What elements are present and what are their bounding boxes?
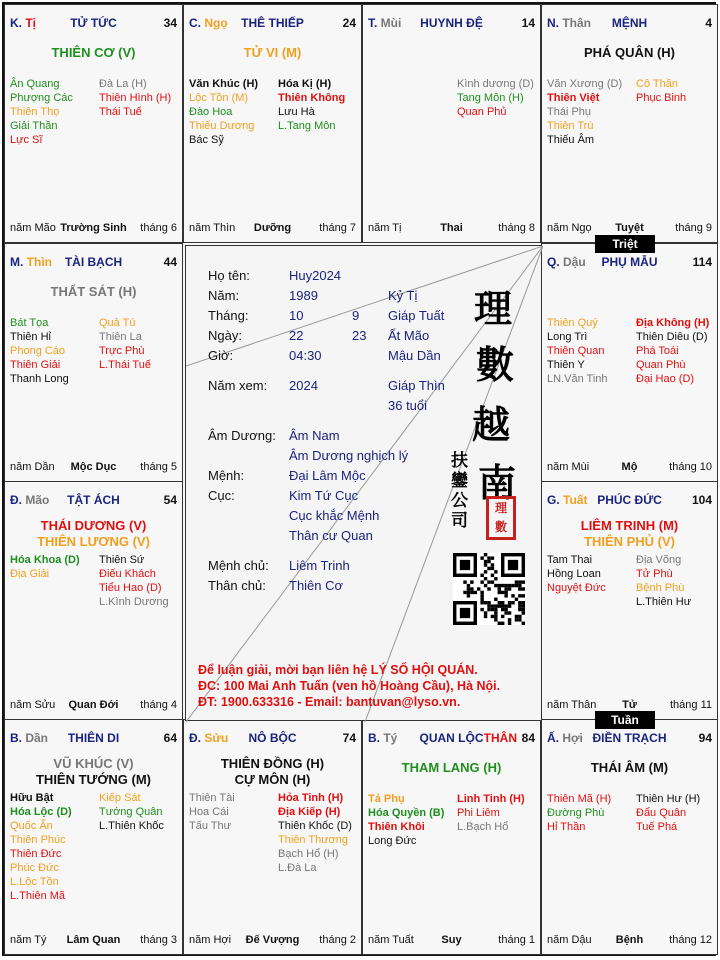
contact-phone-email: ĐT: 1900.633316 - Email: bantuvan@lyso.vn. bbox=[198, 695, 461, 709]
palace-footer bbox=[368, 934, 535, 948]
minor-star: Đà La (H) bbox=[99, 78, 147, 90]
minor-star: Địa Võng bbox=[636, 554, 682, 566]
cycle-year: năm Dậu bbox=[547, 934, 592, 946]
palace-cell-ty2 bbox=[362, 719, 541, 955]
minor-stars-left bbox=[547, 553, 606, 595]
minor-stars-left bbox=[547, 77, 622, 147]
minor-stars-right bbox=[636, 77, 686, 105]
label-year: Năm: bbox=[208, 288, 240, 303]
minor-star: Bệnh Phù bbox=[636, 582, 685, 594]
label-amduong: Âm Dương: bbox=[208, 428, 276, 443]
palace-cell-ngo bbox=[183, 4, 362, 243]
value-menh: Đại Lâm Mộc bbox=[289, 468, 366, 483]
minor-star: L.Bạch Hổ bbox=[457, 821, 509, 833]
palace-branch: C. Ngọ bbox=[189, 16, 228, 30]
palace-name: MỆNH bbox=[611, 16, 648, 30]
palace-name: NÔ BỘC bbox=[248, 731, 297, 745]
minor-star: L.Thiên Mã bbox=[10, 890, 66, 902]
palace-number: 84 bbox=[521, 731, 535, 745]
contact-line-1: Để luận giải, mời bạn liên hệ LÝ SỐ HỘI QUÁN. bbox=[198, 663, 478, 677]
palace-number: 114 bbox=[692, 255, 712, 269]
palace-footer bbox=[10, 222, 177, 236]
minor-star: Quốc Ấn bbox=[10, 820, 53, 832]
palace-branch: G. Tuất bbox=[547, 493, 588, 507]
minor-stars-right bbox=[636, 553, 691, 609]
minor-star: Lộc Tồn (M) bbox=[189, 92, 249, 104]
center-info-panel bbox=[185, 245, 542, 721]
palace-header bbox=[368, 731, 535, 747]
cycle-year: năm Thìn bbox=[189, 222, 236, 234]
value-month-lunar: 9 bbox=[352, 308, 360, 323]
value-view-year: 2024 bbox=[289, 378, 318, 393]
minor-star: Thiên Thọ bbox=[10, 106, 60, 118]
minor-stars-right bbox=[636, 316, 709, 386]
minor-star: Kình dương (D) bbox=[457, 78, 534, 90]
month: tháng 9 bbox=[675, 222, 712, 234]
label-menh-chu: Mệnh chủ: bbox=[208, 558, 269, 573]
palace-name: HUYNH ĐỆ bbox=[420, 16, 483, 30]
palace-branch: Đ. Sửu bbox=[189, 731, 229, 745]
minor-star: Tướng Quân bbox=[99, 806, 163, 818]
value-view-year-canchi: Giáp Thìn bbox=[388, 378, 445, 393]
minor-star: Hỏa Tinh (H) bbox=[278, 792, 344, 804]
label-cuc: Cục: bbox=[208, 488, 235, 503]
minor-stars-left bbox=[368, 792, 444, 848]
minor-star: Đẩu Quân bbox=[636, 807, 687, 819]
minor-star: Địa Giải bbox=[10, 568, 50, 580]
minor-star: Đại Hao (D) bbox=[636, 373, 695, 385]
palace-branch: N. Thân bbox=[547, 16, 592, 30]
palace-cell-dau bbox=[541, 243, 718, 482]
cycle-year: năm Tuất bbox=[368, 934, 414, 946]
palace-name: PHÚC ĐỨC bbox=[597, 493, 662, 507]
value-than-chu: Thiên Cơ bbox=[289, 578, 344, 593]
minor-star: Thiên Quan bbox=[547, 345, 605, 357]
minor-star: Lưu Hà bbox=[278, 106, 315, 118]
cycle-year: năm Tị bbox=[368, 222, 402, 234]
minor-star: L.Thiên Khốc bbox=[99, 820, 164, 832]
minor-star: Phượng Các bbox=[10, 92, 73, 104]
palace-cell-mao bbox=[4, 481, 183, 720]
palace-footer bbox=[368, 222, 535, 236]
palace-header bbox=[547, 255, 712, 271]
palace-footer bbox=[547, 222, 712, 236]
month: tháng 5 bbox=[140, 461, 177, 473]
cycle-year: năm Ngọ bbox=[547, 222, 592, 234]
minor-stars-right bbox=[636, 792, 700, 834]
minor-star: Tuế Phá bbox=[636, 821, 678, 833]
main-star: THIÊN LƯƠNG (V) bbox=[37, 534, 150, 549]
minor-star: L.Lộc Tồn bbox=[10, 876, 59, 888]
palace-number: 44 bbox=[163, 255, 177, 269]
cycle-year: năm Mùi bbox=[547, 461, 590, 473]
minor-star: Tả Phụ bbox=[368, 793, 405, 805]
label-than-chu: Thân chủ: bbox=[208, 578, 266, 593]
palace-cell-dan bbox=[4, 719, 183, 955]
label-hour: Giờ: bbox=[208, 348, 234, 363]
minor-star: Hóa Kị (H) bbox=[278, 78, 332, 90]
palace-branch: Q. Dậu bbox=[547, 255, 586, 269]
palace-number: 34 bbox=[163, 16, 177, 30]
minor-stars-right bbox=[278, 77, 345, 133]
palace-footer bbox=[189, 222, 356, 236]
main-star: THÁI DƯƠNG (V) bbox=[40, 518, 147, 533]
value-year-canchi: Kỷ Tị bbox=[388, 288, 418, 303]
palace-header bbox=[10, 255, 177, 271]
minor-star: Quan Phủ bbox=[457, 106, 507, 118]
minor-star: Phi Liêm bbox=[457, 807, 500, 819]
minor-star: Hồng Loan bbox=[547, 568, 601, 580]
minor-star: Thiên Hình (H) bbox=[99, 92, 172, 104]
palace-number: 74 bbox=[342, 731, 356, 745]
main-star: LIÊM TRINH (M) bbox=[580, 518, 679, 533]
minor-star: Thiên Quý bbox=[547, 317, 598, 329]
cycle-year: năm Tý bbox=[10, 934, 47, 946]
minor-stars-left bbox=[189, 77, 258, 147]
minor-star: Văn Xương (D) bbox=[547, 78, 623, 90]
minor-star: Tang Môn (H) bbox=[457, 92, 524, 104]
month: tháng 8 bbox=[498, 222, 535, 234]
minor-star: Văn Khúc (H) bbox=[189, 78, 259, 90]
minor-star: LN.Văn Tinh bbox=[547, 373, 608, 385]
label-view-year: Năm xem: bbox=[208, 378, 268, 393]
minor-star: L.Đà La bbox=[278, 862, 317, 874]
minor-star: Thiên Diêu (D) bbox=[636, 331, 708, 343]
minor-stars-left bbox=[10, 791, 72, 903]
minor-stars-right bbox=[457, 792, 525, 834]
minor-star: Hóa Lộc (D) bbox=[10, 806, 72, 818]
life-stage: Trường Sinh bbox=[60, 222, 127, 234]
calligraphy-char-4: 南 bbox=[478, 460, 517, 505]
main-star: VŨ KHÚC (V) bbox=[53, 756, 134, 771]
minor-star: Địa Kiếp (H) bbox=[278, 806, 341, 818]
calligraphy-char-3: 越 bbox=[472, 402, 511, 447]
life-stage: Thai bbox=[440, 222, 463, 234]
main-star: THIÊN ĐỒNG (H) bbox=[220, 756, 325, 771]
cycle-year: năm Dần bbox=[10, 461, 55, 473]
minor-stars-left bbox=[189, 791, 235, 833]
palace-name: PHỤ MẪU bbox=[601, 255, 658, 269]
palace-cell-than bbox=[541, 4, 718, 243]
month: tháng 7 bbox=[319, 222, 356, 234]
palace-header bbox=[10, 731, 177, 747]
cycle-year: năm Mão bbox=[10, 222, 56, 234]
value-hour-canchi: Mậu Dần bbox=[388, 348, 441, 363]
palace-header bbox=[547, 493, 712, 509]
main-star: THÁI ÂM (M) bbox=[590, 760, 669, 775]
palace-footer bbox=[10, 699, 177, 713]
horoscope-chart bbox=[2, 2, 716, 956]
palace-name: TỬ TỨC bbox=[70, 16, 117, 30]
minor-star: Giải Thần bbox=[10, 120, 58, 132]
cycle-year: năm Hợi bbox=[189, 934, 232, 946]
minor-stars-left bbox=[547, 792, 611, 834]
minor-star: Thái Phụ bbox=[547, 106, 592, 118]
palace-branch: T. Mùi bbox=[368, 16, 402, 30]
minor-star: Tấu Thư bbox=[189, 820, 232, 832]
palace-cell-hoi bbox=[541, 719, 718, 955]
minor-star: Thiên Hư (H) bbox=[636, 793, 701, 805]
palace-name: THIÊN DI bbox=[67, 731, 120, 745]
value-age: 36 tuổi bbox=[388, 398, 428, 413]
palace-number: 104 bbox=[691, 493, 712, 507]
palace-name: TẬT ÁCH bbox=[67, 493, 120, 507]
minor-star: Nguyệt Đức bbox=[547, 582, 606, 594]
minor-star: Thiên Không bbox=[278, 92, 346, 104]
minor-star: Ân Quang bbox=[10, 78, 60, 90]
palace-footer bbox=[547, 934, 712, 948]
palace-header bbox=[10, 493, 177, 509]
minor-star: Phá Toái bbox=[636, 345, 679, 357]
palace-branch: Đ. Mão bbox=[10, 493, 50, 507]
value-cuc-note: Cục khắc Mệnh bbox=[289, 508, 380, 523]
palace-header bbox=[547, 731, 712, 747]
palace-branch: Ấ. Hợi bbox=[547, 731, 583, 745]
month: tháng 6 bbox=[140, 222, 177, 234]
palace-branch: B. Tý bbox=[368, 731, 398, 745]
palace-number: 14 bbox=[521, 16, 535, 30]
palace-number: 4 bbox=[705, 16, 712, 30]
palace-branch: B. Dần bbox=[10, 731, 49, 745]
minor-stars-right bbox=[457, 77, 534, 119]
life-stage: Tuyệt bbox=[615, 222, 644, 234]
palace-header bbox=[547, 16, 712, 32]
life-stage: Bệnh bbox=[615, 934, 644, 946]
palace-number: 64 bbox=[163, 731, 177, 745]
than-marker: THÂN bbox=[483, 731, 517, 745]
label-day: Ngày: bbox=[208, 328, 242, 343]
main-star: THIÊN PHỦ (V) bbox=[584, 534, 675, 549]
minor-star: Hoa Cái bbox=[189, 806, 229, 818]
minor-star: Thiên Phúc bbox=[10, 834, 66, 846]
value-than-cu: Thân cư Quan bbox=[289, 528, 373, 543]
contact-address: ĐC: 100 Mai Anh Tuấn (ven hồ Hoàng Cầu), Hà Nội. bbox=[198, 679, 501, 693]
red-seal: 理 數 bbox=[486, 496, 516, 540]
minor-star: Thiên Đức bbox=[10, 848, 62, 860]
minor-star: L.Thiên Hư bbox=[636, 596, 692, 608]
label-menh: Mệnh: bbox=[208, 468, 245, 483]
minor-star: Trực Phù bbox=[99, 345, 145, 357]
minor-star: Đường Phù bbox=[547, 807, 605, 819]
label-name: Họ tên: bbox=[208, 268, 250, 283]
minor-star: Quan Phù bbox=[636, 359, 686, 371]
palace-number: 24 bbox=[342, 16, 356, 30]
palace-header bbox=[189, 16, 356, 32]
minor-star: Tử Phù bbox=[636, 568, 673, 580]
minor-stars-right bbox=[99, 316, 151, 372]
minor-star: L.Tang Môn bbox=[278, 120, 336, 132]
minor-stars-left bbox=[10, 77, 73, 147]
minor-stars-right bbox=[99, 791, 164, 833]
month: tháng 1 bbox=[498, 934, 535, 946]
value-amduong: Âm Nam bbox=[289, 428, 340, 443]
minor-star: Cô Thần bbox=[636, 78, 678, 90]
palace-footer bbox=[10, 461, 177, 475]
value-day: 22 bbox=[289, 328, 304, 343]
minor-star: Thiên Việt bbox=[547, 92, 600, 104]
main-star: THIÊN TƯỚNG (M) bbox=[35, 772, 152, 787]
palace-footer bbox=[10, 934, 177, 948]
palace-name: QUAN LỘC bbox=[419, 731, 484, 745]
minor-star: L.Kình Dương bbox=[99, 596, 169, 608]
main-star: TỬ VI (M) bbox=[243, 45, 302, 60]
palace-header bbox=[189, 731, 356, 747]
palace-branch: M. Thìn bbox=[10, 255, 52, 269]
main-star: PHÁ QUÂN (H) bbox=[584, 45, 675, 60]
minor-star: Phong Cáo bbox=[10, 345, 66, 357]
minor-star: Điếu Khách bbox=[99, 568, 156, 580]
minor-star: Linh Tinh (H) bbox=[457, 793, 525, 805]
minor-star: Địa Không (H) bbox=[636, 317, 710, 329]
calligraphy-char-1: 理 bbox=[474, 286, 513, 331]
month: tháng 4 bbox=[140, 699, 177, 711]
month: tháng 2 bbox=[319, 934, 356, 946]
minor-star: Hóa Quyền (B) bbox=[368, 807, 445, 819]
minor-star: Hỉ Thần bbox=[547, 821, 586, 833]
cycle-year: năm Sửu bbox=[10, 699, 56, 711]
minor-star: Thiên Khôi bbox=[368, 821, 425, 833]
minor-star: Bát Tọa bbox=[10, 317, 49, 329]
month: tháng 11 bbox=[669, 699, 712, 711]
value-name: Huy2024 bbox=[289, 268, 342, 283]
minor-stars-left bbox=[547, 316, 608, 386]
minor-stars-right bbox=[278, 791, 352, 875]
triet-tag: Triệt bbox=[595, 235, 655, 253]
minor-star: Thiên Hỉ bbox=[10, 331, 51, 343]
value-hour: 04:30 bbox=[289, 348, 322, 363]
minor-star: Lực Sĩ bbox=[10, 134, 43, 146]
minor-star: Thiếu Dương bbox=[189, 120, 255, 132]
life-stage: Lâm Quan bbox=[66, 934, 121, 946]
value-month: 10 bbox=[289, 308, 304, 323]
calligraphy-company: 扶 鑾 公 司 bbox=[451, 451, 468, 531]
value-day-lunar: 23 bbox=[352, 328, 367, 343]
minor-star: Thiên Sứ bbox=[99, 554, 145, 566]
minor-star: Tam Thai bbox=[547, 554, 593, 566]
life-stage: Quan Đới bbox=[68, 699, 119, 711]
minor-star: Thiên La bbox=[99, 331, 142, 343]
minor-star: Bạch Hổ (H) bbox=[278, 848, 339, 860]
palace-cell-thin bbox=[4, 243, 183, 482]
value-day-canchi: Ất Mão bbox=[388, 328, 430, 343]
minor-star: Thiên Khốc (D) bbox=[278, 820, 352, 832]
palace-cell-tuat bbox=[541, 481, 718, 720]
minor-star: Kiếp Sát bbox=[99, 792, 141, 804]
minor-star: Hóa Khoa (D) bbox=[10, 554, 80, 566]
minor-stars-right bbox=[99, 77, 171, 119]
palace-cell-ty bbox=[4, 4, 183, 243]
month: tháng 10 bbox=[669, 461, 712, 473]
main-star: CỰ MÔN (H) bbox=[234, 772, 311, 787]
qr-code bbox=[453, 553, 525, 625]
value-amduong-note: Âm Dương nghịch lý bbox=[289, 448, 409, 463]
minor-stars-left bbox=[10, 553, 80, 581]
life-stage: Dưỡng bbox=[253, 222, 292, 234]
palace-name: TÀI BẠCH bbox=[64, 255, 123, 269]
minor-star: Thiếu Âm bbox=[547, 134, 595, 146]
month: tháng 12 bbox=[669, 934, 712, 946]
minor-star: Thiên Trù bbox=[547, 120, 594, 132]
palace-number: 94 bbox=[698, 731, 712, 745]
minor-star: Thanh Long bbox=[10, 373, 69, 385]
palace-footer bbox=[189, 934, 356, 948]
life-stage: Suy bbox=[441, 934, 462, 946]
main-star: THAM LANG (H) bbox=[401, 760, 502, 775]
minor-star: Quả Tú bbox=[99, 317, 136, 329]
minor-star: Hữu Bật bbox=[10, 792, 54, 804]
value-menh-chu: Liêm Trinh bbox=[289, 558, 350, 573]
minor-stars-right bbox=[99, 553, 169, 609]
main-star: THẤT SÁT (H) bbox=[50, 284, 137, 299]
palace-header bbox=[368, 16, 535, 32]
minor-star: Thiên Mã (H) bbox=[547, 793, 612, 805]
life-stage: Mộ bbox=[621, 461, 638, 473]
minor-star: Tiểu Hao (D) bbox=[99, 582, 162, 594]
life-stage: Đế Vượng bbox=[245, 934, 300, 946]
minor-star: Phục Binh bbox=[636, 92, 687, 104]
minor-star: Thái Tuế bbox=[99, 106, 142, 118]
minor-star: Thiên Giải bbox=[10, 359, 61, 371]
minor-star: Long Trì bbox=[547, 331, 588, 343]
minor-star: Phúc Đức bbox=[10, 862, 59, 874]
minor-star: Thiên Y bbox=[547, 359, 585, 371]
minor-star: L.Thái Tuế bbox=[99, 359, 151, 371]
month: tháng 3 bbox=[140, 934, 177, 946]
life-stage: Tử bbox=[622, 699, 637, 711]
calligraphy-char-2: 數 bbox=[476, 342, 515, 387]
minor-star: Bác Sỹ bbox=[189, 134, 224, 146]
minor-star: Long Đức bbox=[368, 835, 417, 847]
palace-header bbox=[10, 16, 177, 32]
palace-branch: K. Tị bbox=[10, 16, 37, 30]
minor-stars-left bbox=[10, 316, 69, 386]
life-stage: Mộc Dục bbox=[70, 461, 117, 473]
palace-number: 54 bbox=[163, 493, 177, 507]
minor-star: Thiên Thương bbox=[278, 834, 349, 846]
label-month: Tháng: bbox=[208, 308, 249, 323]
palace-name: ĐIỀN TRẠCH bbox=[592, 731, 667, 745]
minor-star: Thiên Tài bbox=[189, 792, 235, 804]
palace-footer bbox=[547, 461, 712, 475]
palace-cell-suu bbox=[183, 719, 362, 955]
value-cuc: Kim Tứ Cục bbox=[289, 488, 359, 503]
value-month-canchi: Giáp Tuất bbox=[388, 308, 445, 323]
tuan-tag: Tuần bbox=[595, 711, 655, 729]
value-year: 1989 bbox=[289, 288, 318, 303]
main-star: THIÊN CƠ (V) bbox=[51, 45, 136, 60]
cycle-year: năm Thân bbox=[547, 699, 597, 711]
palace-cell-mui bbox=[362, 4, 541, 243]
palace-name: THÊ THIẾP bbox=[241, 16, 304, 30]
minor-star: Đào Hoa bbox=[189, 106, 233, 118]
